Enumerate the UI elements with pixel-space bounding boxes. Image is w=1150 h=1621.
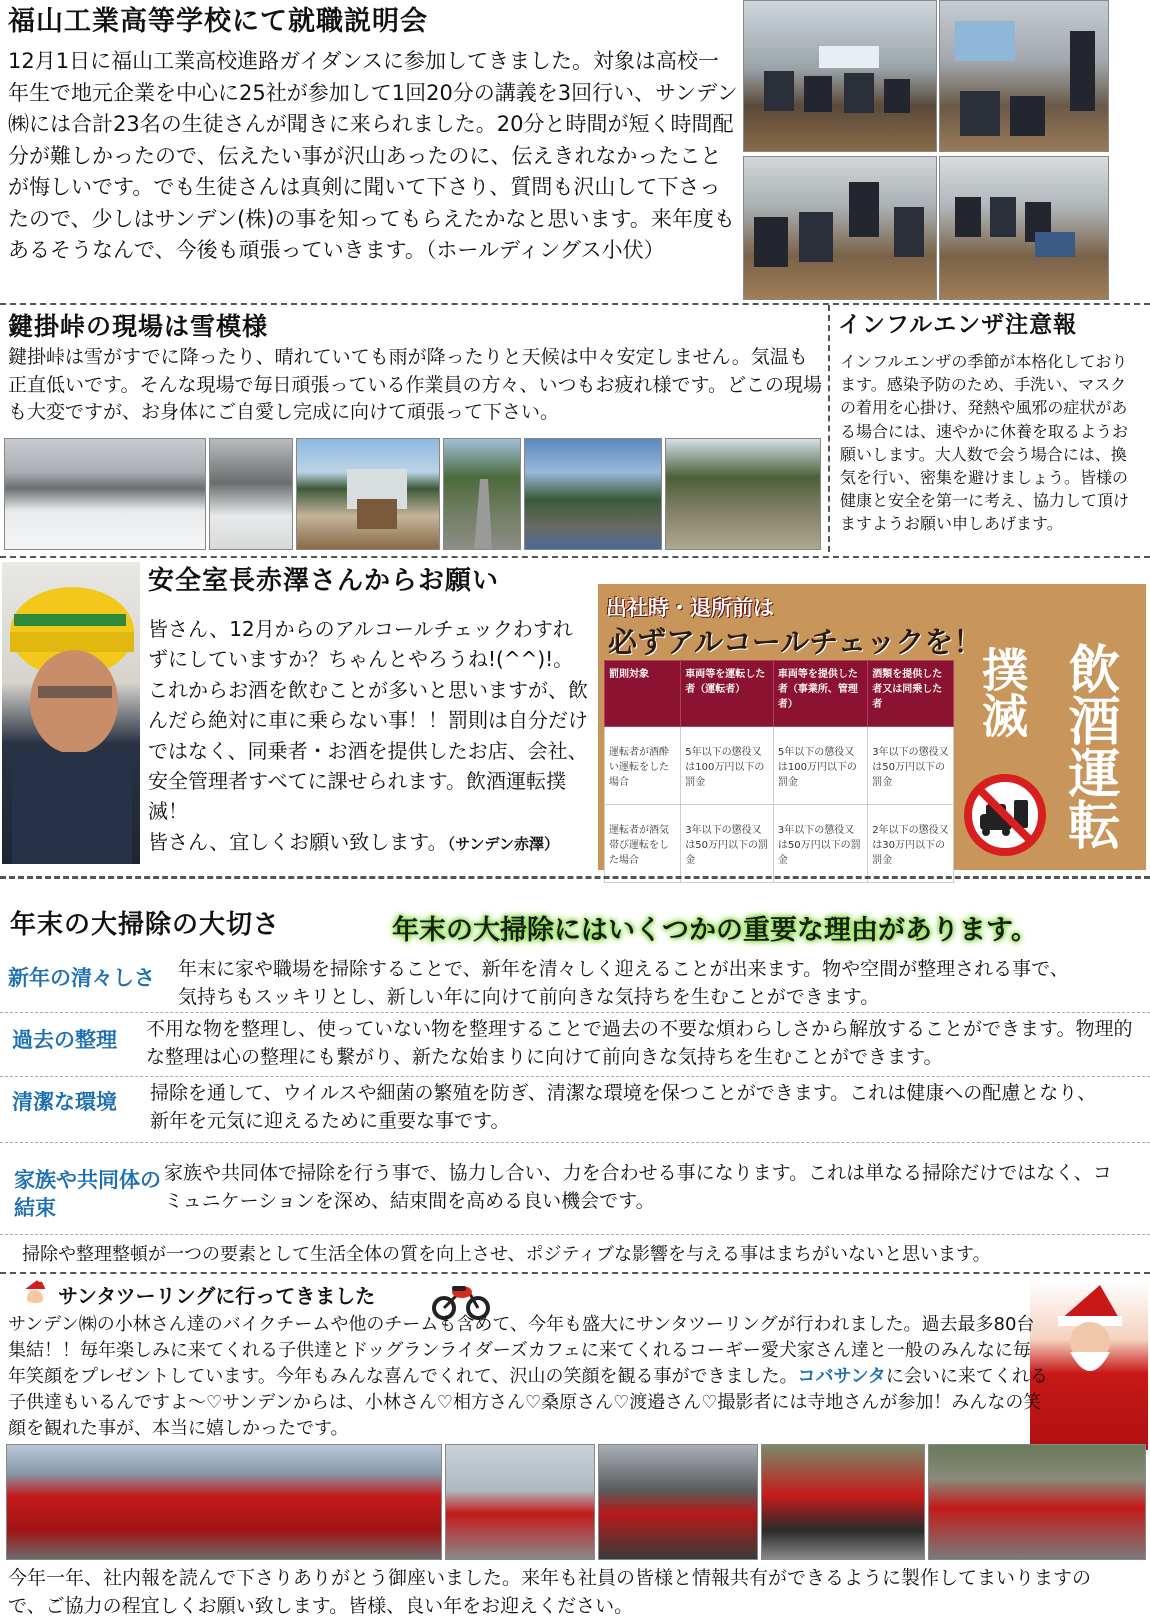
classroom-photo-3 [743,156,937,300]
section-title-job-fair: 福山工業高等学校にて就職説明会 [8,6,428,37]
safety-closing: 皆さん、宜しくお願い致します。 [148,829,448,854]
penalty-header: 酒類を提供した者又は同乗した者 [868,661,954,727]
no-drink-driving-icon [964,774,1046,856]
divider [0,1234,1150,1235]
cleaning-tag: 過去の整理 [12,1028,117,1052]
divider-vertical [828,305,830,552]
divider [0,303,1150,305]
job-fair-body: 12月1日に福山工業高校進路ガイダンスに参加してきました。対象は高校一年生で地元企業を中心に25社が参加して1回20分の講義を3回行い、サンデン㈱には合計23名の生徒さんが聞きに来られました。20分と時間が短く時間配分が難しかったので、伝えたい事が沢山あったのに、伝えきれなかったことが悔しいです。でも生徒さんは真剣に聞いて下さり、質問も沢山して下さったので、少しはサンデン(株)の事を知ってもらえたかなと思います。来年度もあるそうなんで、今後も頑張っていきます。（ホールディングス小伏） [8,49,738,262]
cleaning-text: 掃除を通して、ウイルスや細菌の繁殖を防ぎ、清潔な環境を保つことができます。これは健康への配慮となり、新年を元気に迎えるために重要な事です。 [150,1082,1097,1132]
penalty-cell: 5年以下の懲役又は100万円以下の罰金 [681,727,774,805]
table-row [605,727,954,805]
section-title-safety: 安全室長赤澤さんからお願い [148,566,500,596]
cleaning-text: 年末に家や職場を掃除することで、新年を清々しく迎えることが出来ます。物や空間が整理される事で、気持ちもスッキリとし、新しい年に向けて前向きな気持ちを生むことができます。 [178,958,1069,1008]
penalty-header: 車両等を運転した者（運転者） [681,661,774,727]
poster-line1: 出社時・退所前は [606,596,774,620]
santa-body-a: サンデン㈱の小林さん達のバイクチームや他のチームも含めて、今年も盛大にサンタツーリングが行われました。過去最多80台集結！！毎年楽しみに来てくれる子供達とドッグランライダーズカフェに来てくれるコーギー愛犬家さん達と一般のみんなに毎年笑顔をプレゼントしています。今年もみんな喜んでくれて、沢山の笑顔を観る事ができました。 [8,1314,1035,1388]
divider [0,1076,1150,1077]
penalty-cell: 運転者が酒気帯び運転をした場合 [605,805,681,883]
classroom-photo-2 [939,0,1109,152]
site-photo-3 [296,438,440,550]
influenza-body: インフルエンザの季節が本格化しております。感染予防のため、手洗い、マスクの着用を心掛け、発熱や風邪の症状がある場合には、速やかに休養を取るようお願いします。大人数で会う場合には、換気を行い、密集を避けましょう。皆様の健康と安全を第一に考え、協力して頂けますようお願い申しあげます。 [840,352,1129,534]
santa-group-photo [6,1444,442,1560]
cleaning-text: 不用な物を整理し、使っていない物を整理することで過去の不要な煩わらしさから解放することができます。物理的な整理は心の整理にも繋がり、新たな始まりに向けて前向きな気持ちを生むことができます。 [146,1018,1133,1068]
poster-side-a: 撲滅 [975,646,1029,738]
alcohol-check-poster [598,584,1146,870]
penalty-header: 罰則対象 [605,661,681,727]
santa-photo-3 [598,1444,758,1560]
santa-body [8,1312,1048,1442]
divider [0,1272,1150,1274]
site-photo-4 [443,438,521,550]
site-photo-5 [524,438,662,550]
santa-photo-4 [761,1444,925,1560]
cleaning-highlight: 年末の大掃除にはいくつかの重要な理由があります。 [392,915,1038,946]
table-row [605,805,954,883]
classroom-photo-1 [743,0,937,152]
santa-photo-5 [928,1444,1146,1560]
divider [0,876,1150,879]
poster-side-b: 飲酒運転 [1059,642,1119,850]
cleaning-tag: 新年の清々しさ [8,966,155,990]
safety-body [148,614,588,857]
penalty-cell: 運転者が酒酔い運転をした場合 [605,727,681,805]
cleaning-tag: 清潔な環境 [12,1090,117,1114]
santa-photo-2 [445,1444,595,1560]
closing-message: 今年一年、社内報を読んで下さりありがとう御座いました。来年も社員の皆様と情報共有ができるように製作してまいりますので、ご協力の程宜しくお願い致します。皆様、良い年をお迎えください。 [8,1567,1092,1617]
santa-body-b: に会いに来てくれる子供達もいるんですよ～♡サンデンからは、小林さん♡相方さん♡桑原さん♡渡邉さん♡撮影者には寺地さんが参加！みんなの笑顔を観れた事が、本当に嬉しかったです。 [8,1366,1048,1440]
penalty-table [604,660,954,883]
cleaning-text: 家族や共同体で掃除を行う事で、協力し合い、力を合わせる事になります。これは単なる掃除だけではなく、コミュニケーションを深め、結束間を高める良い機会です。 [164,1162,1112,1212]
santa-body-highlight: コバサンタ [797,1366,886,1388]
cleaning-summary: 掃除や整理整頓が一つの要素として生活全体の質を向上させ、ポジティブな影響を与える事はまちがいないと思います。 [22,1244,991,1265]
site-photo-6 [665,438,821,550]
classroom-photo-4 [939,156,1109,300]
penalty-cell: 3年以下の懲役又は50万円以下の罰金 [681,805,774,883]
site-photo-2 [209,438,293,550]
penalty-cell: 2年以下の懲役又は30万円以下の罰金 [868,805,954,883]
divider [0,556,1150,558]
santa-icon [18,1276,52,1312]
penalty-cell: 3年以下の懲役又は50万円以下の罰金 [773,805,867,883]
site-photo-1 [4,438,206,550]
section-title-santa: サンタツーリングに行ってきました [58,1284,376,1308]
safety-officer-photo [2,562,140,864]
safety-body-text: 皆さん、12月からのアルコールチェックわすれずにしていますか？ちゃんとやろうね!(^^)!。これからお酒を飲むことが多いと思いますが、飲んだら絶対に車に乗らない事！！罰則は自分だけではなく、同乗者・お酒を提供したお店、会社、安全管理者すべてに課せられます。飲酒運転撲滅！ [148,617,588,824]
section-title-site-snow: 鍵掛峠の現場は雪模様 [8,312,269,341]
section-title-influenza: インフルエンザ注意報 [838,312,1078,338]
poster-line2: 必ずアルコールチェックを！ [608,625,983,659]
penalty-cell: 3年以下の懲役又は50万円以下の罰金 [868,727,954,805]
divider [0,1012,1150,1013]
safety-signature: （サンデン赤澤） [447,834,560,853]
section-title-cleaning: 年末の大掃除の大切さ [10,910,281,940]
divider [0,1142,1150,1143]
cleaning-tag: 家族や共同体の結束 [14,1168,161,1221]
site-snow-body: 鍵掛峠は雪がすでに降ったり、晴れていても雨が降ったりと天候は中々安定しません。気温も正直低いです。そんな現場で毎日頑張っている作業員の方々、いつもお疲れ様です。どこの現場も大変ですが、お身体にご自愛し完成に向けて頑張って下さい。 [8,346,822,424]
penalty-header: 車両等を提供した者（事業所、管理者） [773,661,867,727]
penalty-cell: 5年以下の懲役又は100万円以下の罰金 [773,727,867,805]
